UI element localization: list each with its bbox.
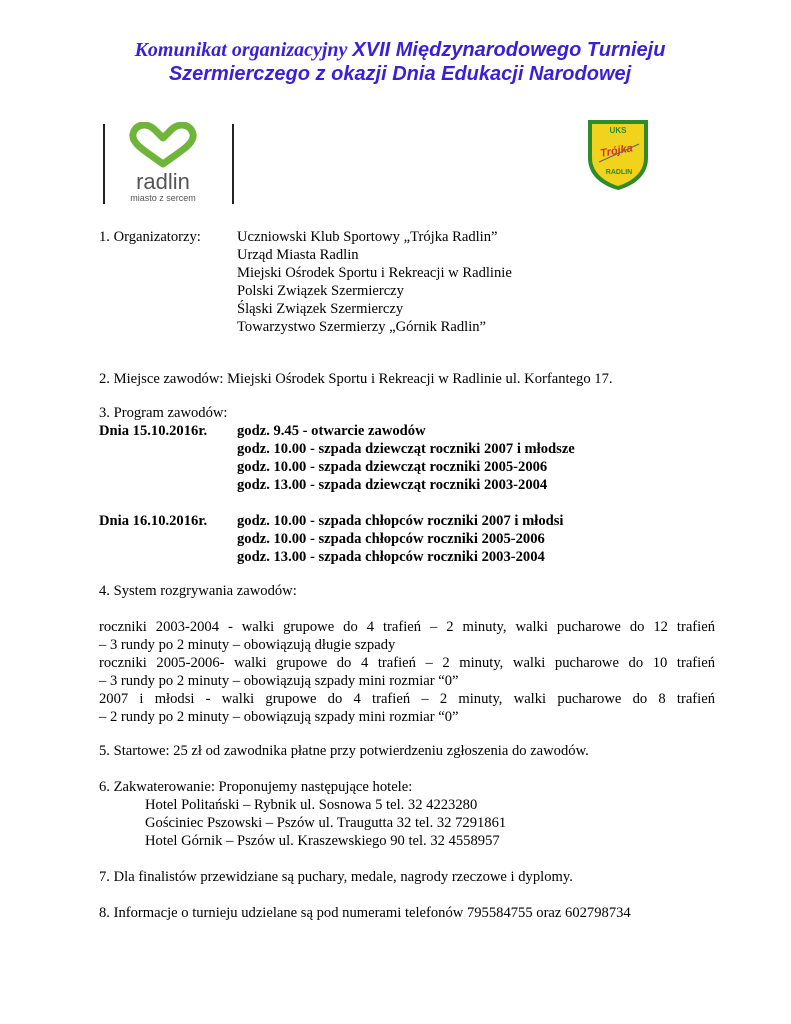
title-line1-a: Komunikat organizacyjny bbox=[134, 39, 348, 61]
program-item: godz. 10.00 - szpada dziewcząt roczniki 2005-2006 bbox=[237, 459, 548, 475]
system-row-line1: 2007 i młodsi - walki grupowe do 4 trafień – 2 minuty, walki pucharowe do 8 trafień bbox=[99, 691, 715, 707]
uks-logo-top-text: UKS bbox=[609, 126, 627, 135]
program-item: godz. 10.00 - szpada chłopców roczniki 2007 i młodsi bbox=[237, 513, 564, 529]
program-day1-date: Dnia 15.10.2016r. bbox=[99, 423, 208, 439]
system-row-line2: – 3 rundy po 2 minuty – obowiązują szpady mini rozmiar “0” bbox=[99, 673, 459, 689]
accommodation-label: 6. Zakwaterowanie: Proponujemy następujące hotele: bbox=[99, 779, 413, 795]
hotel-item: Hotel Górnik – Pszów ul. Kraszewskiego 90 tel. 32 4558957 bbox=[145, 833, 500, 849]
program-item: godz. 13.00 - szpada chłopców roczniki 2003-2004 bbox=[237, 549, 545, 565]
title-line1-b: XVII Międzynarodowego Turnieju bbox=[352, 39, 666, 61]
system-row-line1: roczniki 2005-2006- walki grupowe do 4 trafień – 2 minuty, walki pucharowe do 10 trafień bbox=[99, 655, 715, 671]
system-row-line2: – 3 rundy po 2 minuty – obowiązują długie szpady bbox=[99, 637, 396, 653]
system-row-line1: roczniki 2003-2004 - walki grupowe do 4 trafień – 2 minuty, walki pucharowe do 12 trafień bbox=[99, 619, 715, 635]
organizer-item: Uczniowski Klub Sportowy „Trójka Radlin” bbox=[237, 229, 498, 245]
page-title bbox=[60, 38, 740, 86]
program-item: godz. 10.00 - szpada chłopców roczniki 2005-2006 bbox=[237, 531, 545, 547]
title-line2: Szermierczego z okazji Dnia Edukacji Narodowej bbox=[168, 63, 632, 85]
uks-trojka-logo bbox=[585, 118, 651, 192]
uks-logo-bottom-text: RADLIN bbox=[605, 169, 633, 176]
prizes-text: 7. Dla finalistów przewidziane są puchary, medale, nagrody rzeczowe i dyplomy. bbox=[99, 869, 573, 885]
system-label: 4. System rozgrywania zawodów: bbox=[99, 583, 297, 599]
hotel-item: Hotel Politański – Rybnik ul. Sosnowa 5 tel. 32 4223280 bbox=[145, 797, 478, 813]
radlin-logo bbox=[103, 122, 239, 208]
system-row-line2: – 2 rundy po 2 minuty – obowiązują szpady mini rozmiar “0” bbox=[99, 709, 459, 725]
organizer-item: Urząd Miasta Radlin bbox=[237, 247, 359, 263]
organizer-item: Śląski Związek Szermierczy bbox=[237, 301, 404, 317]
radlin-logo-subtext: miasto z sercem bbox=[130, 193, 196, 203]
hotel-item: Gościniec Pszowski – Pszów ul. Traugutta 32 tel. 32 7291861 bbox=[145, 815, 507, 831]
program-item: godz. 13.00 - szpada dziewcząt roczniki 2003-2004 bbox=[237, 477, 548, 493]
organizer-item: Polski Związek Szermierczy bbox=[237, 283, 404, 299]
uks-logo-mid-text: Trójka bbox=[599, 142, 634, 160]
program-day2-date: Dnia 16.10.2016r. bbox=[99, 513, 208, 529]
radlin-logo-text: radlin bbox=[136, 169, 190, 194]
program-item: godz. 9.45 - otwarcie zawodów bbox=[237, 423, 426, 439]
organizer-item: Miejski Ośrodek Sportu i Rekreacji w Radlinie bbox=[237, 265, 512, 281]
organizers-label: 1. Organizatorzy: bbox=[99, 229, 201, 245]
program-item: godz. 10.00 - szpada dziewcząt roczniki 2007 i młodsze bbox=[237, 441, 575, 457]
organizer-item: Towarzystwo Szermierzy „Górnik Radlin” bbox=[237, 319, 487, 335]
venue-text: 2. Miejsce zawodów: Miejski Ośrodek Sportu i Rekreacji w Radlinie ul. Korfantego 17. bbox=[99, 371, 613, 387]
contact-text: 8. Informacje o turnieju udzielane są pod numerami telefonów 795584755 oraz 602798734 bbox=[99, 905, 631, 921]
fee-text: 5. Startowe: 25 zł od zawodnika płatne przy potwierdzeniu zgłoszenia do zawodów. bbox=[99, 743, 589, 759]
program-label: 3. Program zawodów: bbox=[99, 405, 228, 421]
